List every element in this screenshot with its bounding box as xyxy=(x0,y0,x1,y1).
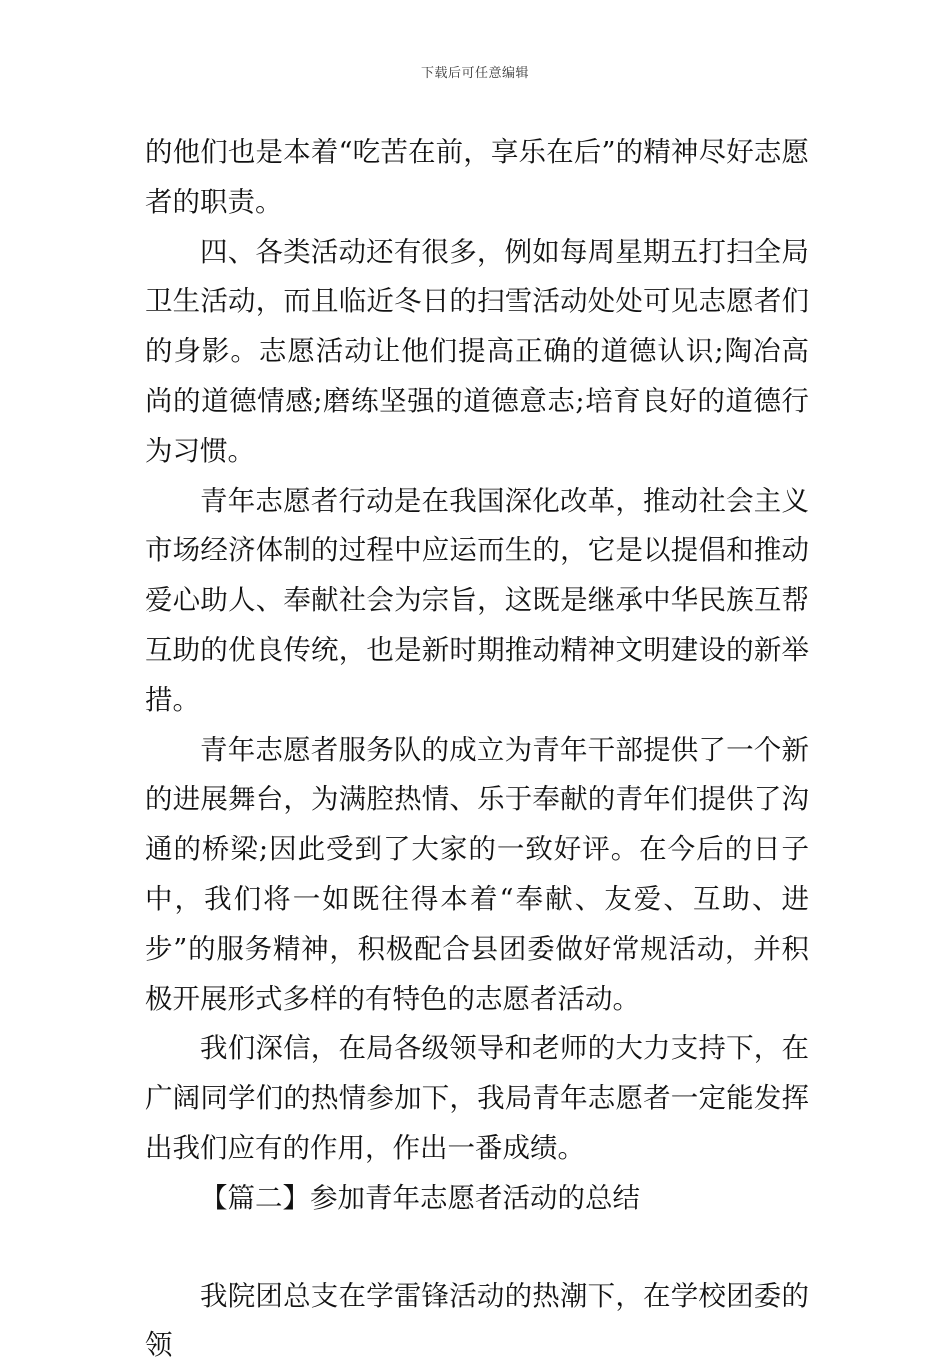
document-body xyxy=(145,128,809,1371)
section-title: 【篇二】参加青年志愿者活动的总结 xyxy=(200,1181,640,1214)
page-header-note: 下载后可任意编辑 xyxy=(420,66,529,81)
paragraph-conclusion: 我们深信，在局各级领导和老师的大力支持下，在广阔同学们的热情参加下，我局青年志愿者一定能发挥出我们应有的作用，作出一番成绩。 xyxy=(145,1032,809,1164)
blank-spacer xyxy=(145,1224,809,1272)
paragraph-volunteer-action: 青年志愿者行动是在我国深化改革，推动社会主义市场经济体制的过程中应运而生的，它是以提倡和推动爱心助人、奉献社会为宗旨，这既是继承中华民族互帮互助的优良传统，也是新时期推动精神文明建设的新举措。 xyxy=(145,484,809,716)
paragraph-activities: 四、各类活动还有很多，例如每周星期五打扫全局卫生活动，而且临近冬日的扫雪活动处处可见志愿者们的身影。志愿活动让他们提高正确的道德认识;陶冶高尚的道德情感;磨练坚强的道德意志;培育良好的道德行为习惯。 xyxy=(145,235,809,467)
paragraph-continuation: 的他们也是本着“吃苦在前，享乐在后”的精神尽好志愿者的职责。 xyxy=(145,136,809,218)
paragraph-service-team: 青年志愿者服务队的成立为青年干部提供了一个新的进展舞台，为满腔热情、乐于奉献的青年们提供了沟通的桥梁;因此受到了大家的一致好评。在今后的日子中，我们将一如既往得本着“奉献、友爱、互助、进步”的服务精神，积极配合县团委做好常规活动，并积极开展形式多样的有特色的志愿者活动。 xyxy=(145,733,809,1015)
paragraph-second-article-start: 我院团总支在学雷锋活动的热潮下，在学校团委的领 xyxy=(145,1279,809,1362)
